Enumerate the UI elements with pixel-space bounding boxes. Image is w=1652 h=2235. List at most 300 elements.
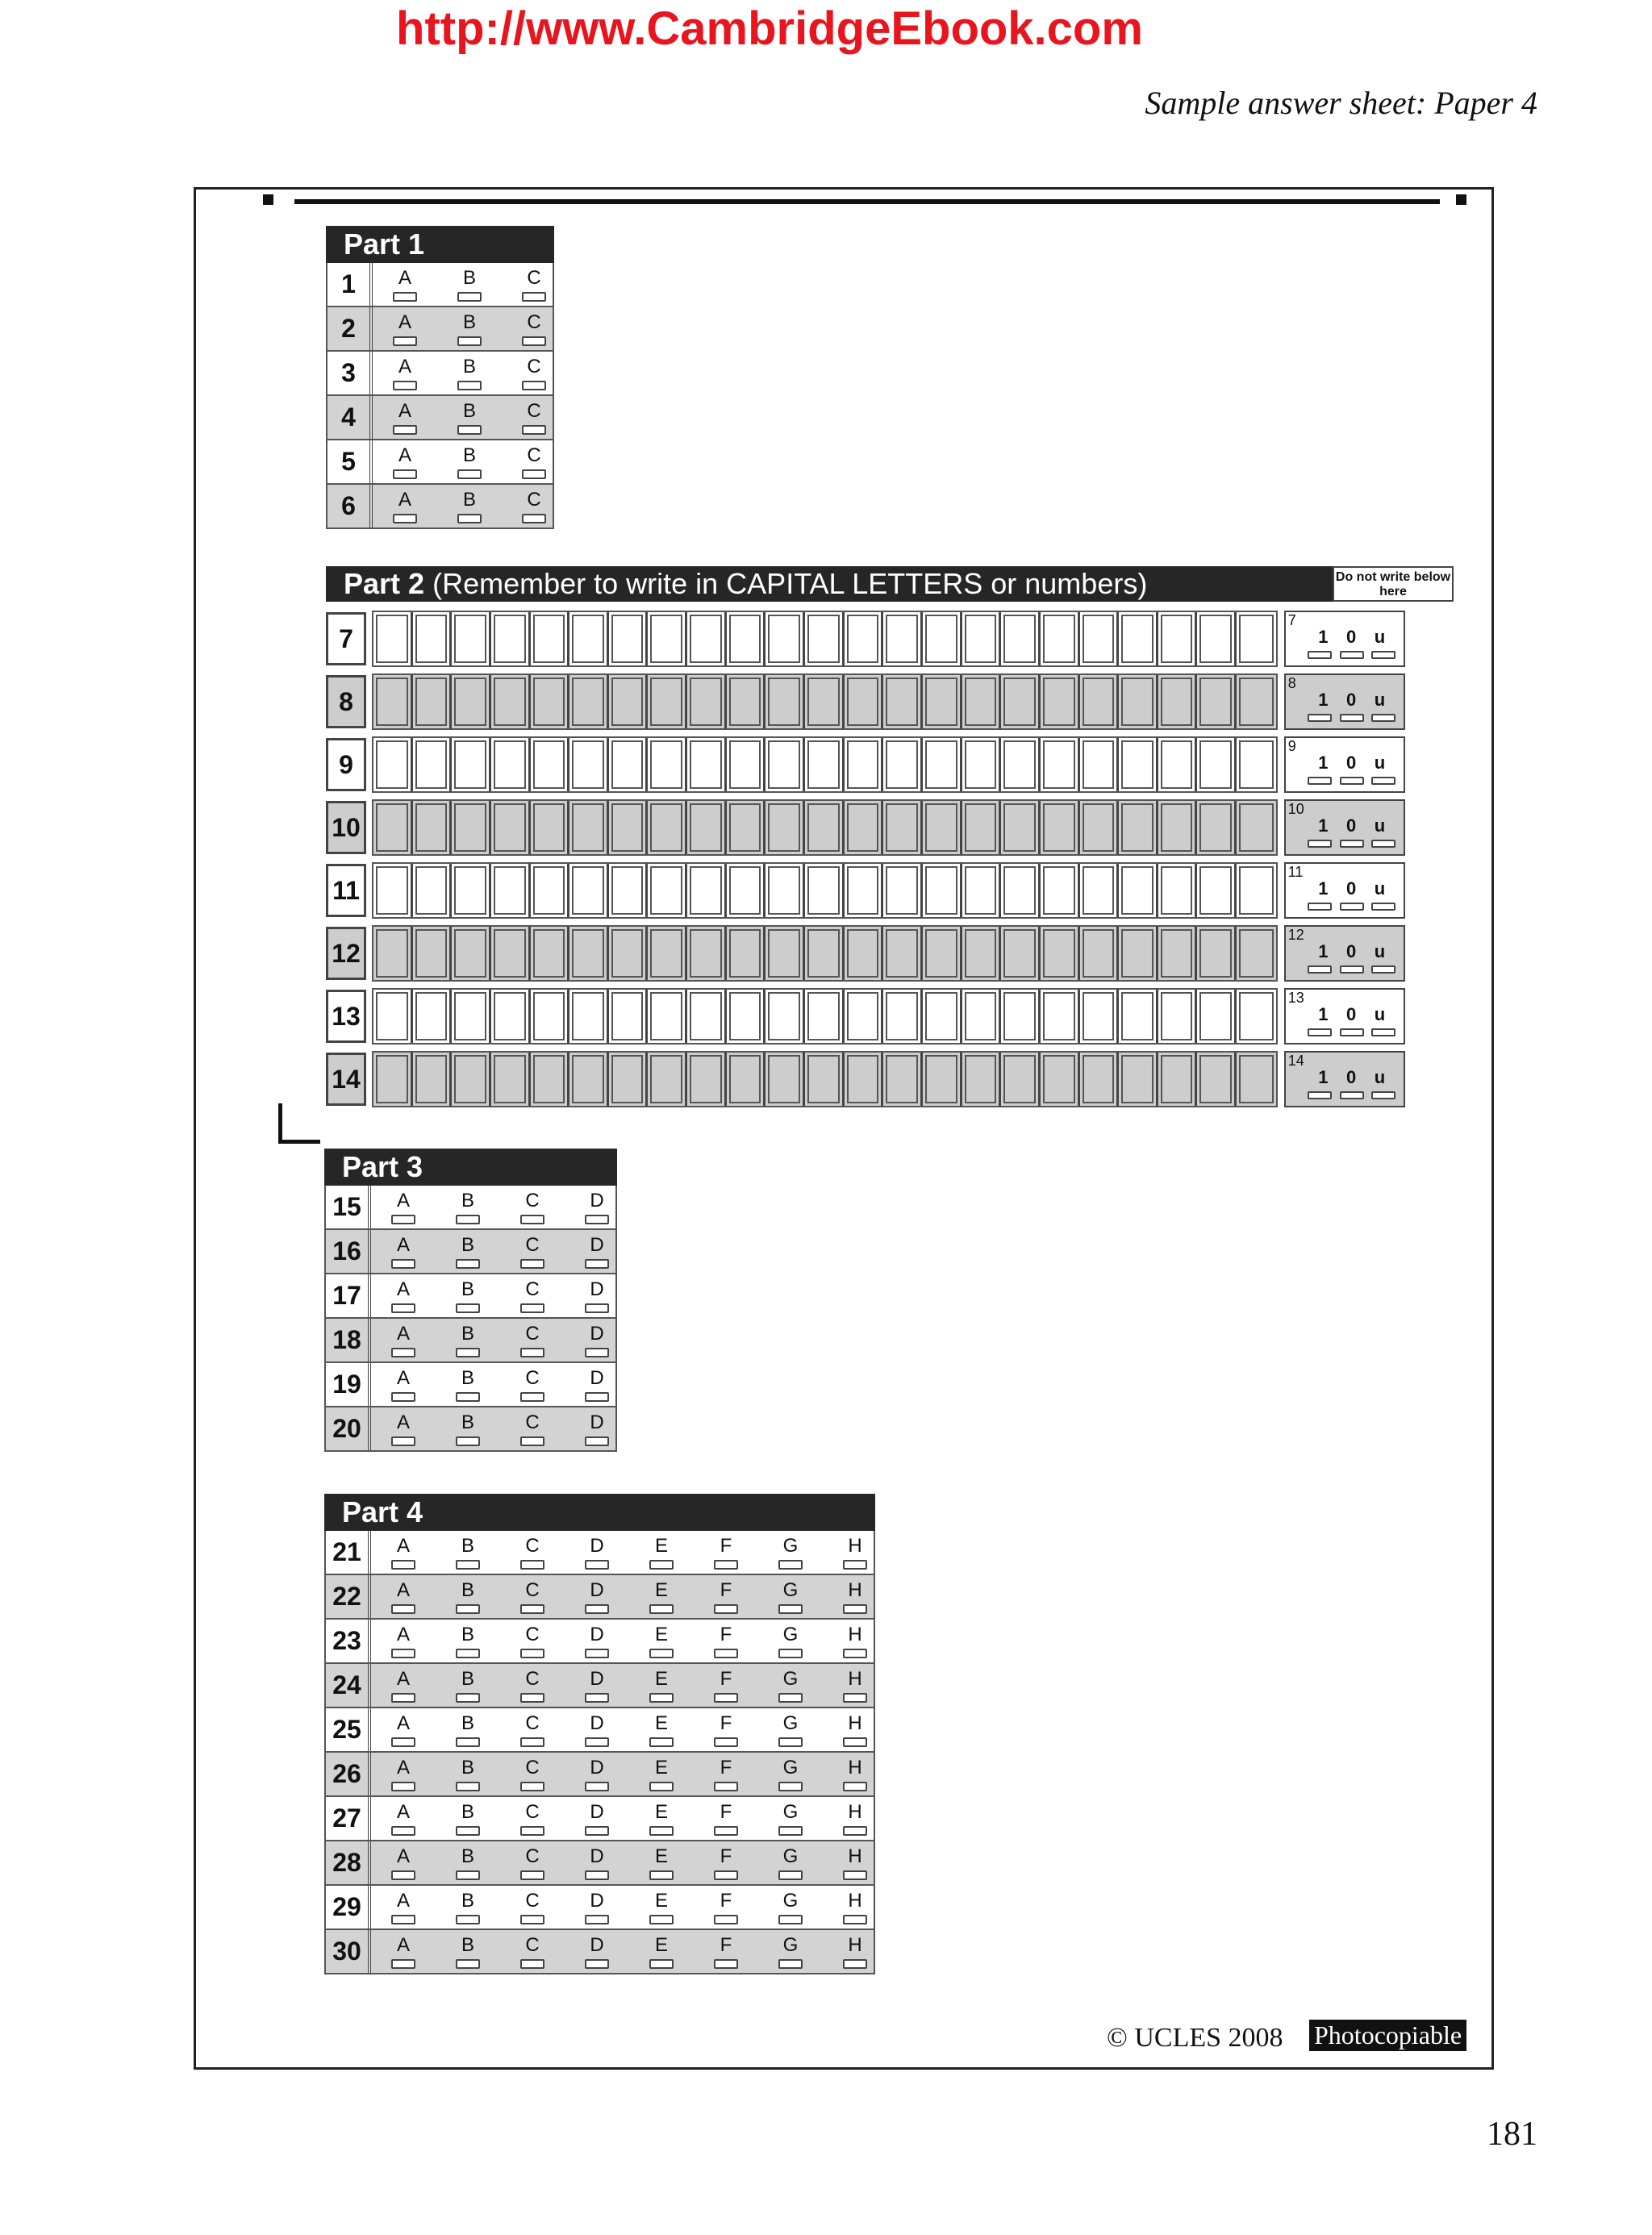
letter-box[interactable] [1080,927,1120,980]
answer-option-e[interactable] [629,1624,694,1658]
letter-box[interactable] [1119,612,1158,665]
letter-box[interactable] [766,612,805,665]
letter-box[interactable] [609,1053,649,1106]
letter-box[interactable] [883,927,923,980]
answer-bubble[interactable] [391,1436,415,1446]
letter-box[interactable] [727,1053,766,1106]
letter-box[interactable] [687,801,727,854]
answer-option-b[interactable] [436,1935,500,1969]
answer-option-d[interactable] [565,1935,629,1969]
answer-option-h[interactable] [823,1935,887,1969]
answer-option-c[interactable] [502,401,566,435]
letter-box[interactable] [1001,801,1041,854]
answer-bubble[interactable] [714,1737,738,1747]
answer-bubble[interactable] [391,1649,415,1658]
answer-bubble[interactable] [391,1782,415,1791]
answer-option-b[interactable] [436,1368,500,1402]
letter-box[interactable] [648,675,687,728]
letter-box[interactable] [1237,927,1276,980]
answer-bubble[interactable] [778,1604,803,1614]
answer-bubble[interactable] [522,514,546,523]
letter-box[interactable] [491,864,531,917]
answer-bubble[interactable] [778,1649,803,1658]
letter-box[interactable] [569,738,609,791]
answer-bubble[interactable] [585,1303,609,1313]
letter-box[interactable] [531,864,570,917]
letter-box[interactable] [491,927,531,980]
letter-box[interactable] [962,801,1002,854]
letter-box[interactable] [1158,864,1198,917]
answer-option-f[interactable] [694,1713,758,1747]
answer-bubble[interactable] [391,1303,415,1313]
letter-box[interactable] [413,801,453,854]
answer-bubble[interactable] [649,1915,674,1924]
letter-box[interactable] [531,675,570,728]
answer-option-a[interactable] [373,357,437,390]
letter-boxes[interactable] [372,611,1278,667]
letter-box[interactable] [1041,738,1080,791]
answer-option-h[interactable] [823,1713,887,1747]
answer-option-b[interactable] [436,1624,500,1658]
answer-option-d[interactable] [565,1846,629,1880]
letter-box[interactable] [1001,927,1041,980]
answer-option-d[interactable] [565,1412,629,1446]
answer-bubble[interactable] [585,1604,609,1614]
answer-bubble[interactable] [649,1737,674,1747]
answer-bubble[interactable] [520,1560,544,1570]
letter-box[interactable] [687,927,727,980]
answer-bubble[interactable] [714,1649,738,1658]
letter-box[interactable] [883,612,923,665]
letter-box[interactable] [491,612,531,665]
answer-bubble[interactable] [456,1215,480,1224]
answer-option-b[interactable] [436,1324,500,1357]
letter-box[interactable] [609,612,649,665]
letter-box[interactable] [491,675,531,728]
letter-box[interactable] [609,801,649,854]
letter-box[interactable] [413,927,453,980]
answer-bubble[interactable] [585,1215,609,1224]
letter-box[interactable] [1158,612,1198,665]
answer-bubble[interactable] [585,1693,609,1703]
answer-option-a[interactable] [373,268,437,302]
answer-bubble[interactable] [520,1693,544,1703]
answer-option-a[interactable] [371,1324,436,1357]
answer-option-g[interactable] [758,1758,823,1791]
answer-option-c[interactable] [500,1624,565,1658]
answer-option-d[interactable] [565,1624,629,1658]
letter-box[interactable] [452,990,491,1043]
answer-option-c[interactable] [500,1324,565,1357]
letter-box[interactable] [373,675,413,728]
answer-bubble[interactable] [520,1303,544,1313]
answer-bubble[interactable] [391,1392,415,1402]
letter-box[interactable] [609,927,649,980]
answer-bubble[interactable] [391,1604,415,1614]
letter-box[interactable] [413,612,453,665]
answer-bubble[interactable] [522,425,546,435]
letter-box[interactable] [569,612,609,665]
letter-box[interactable] [923,675,962,728]
answer-option-a[interactable] [371,1758,436,1791]
letter-box[interactable] [373,612,413,665]
letter-box[interactable] [1237,864,1276,917]
answer-option-a[interactable] [373,401,437,435]
letter-box[interactable] [491,738,531,791]
answer-bubble[interactable] [585,1915,609,1924]
letter-box[interactable] [727,990,766,1043]
answer-option-c[interactable] [500,1190,565,1224]
answer-bubble[interactable] [393,514,417,523]
answer-option-d[interactable] [565,1368,629,1402]
answer-option-e[interactable] [629,1891,694,1924]
letter-box[interactable] [962,612,1002,665]
answer-option-c[interactable] [502,268,566,302]
answer-option-f[interactable] [694,1536,758,1570]
answer-bubble[interactable] [843,1604,867,1614]
answer-bubble[interactable] [585,1737,609,1747]
answer-bubble[interactable] [522,381,546,390]
letter-boxes[interactable] [372,988,1278,1045]
letter-box[interactable] [1237,675,1276,728]
answer-bubble[interactable] [585,1392,609,1402]
letter-box[interactable] [569,1053,609,1106]
letter-box[interactable] [687,990,727,1043]
letter-box[interactable] [1197,1053,1237,1106]
answer-option-c[interactable] [502,357,566,390]
answer-bubble[interactable] [456,1392,480,1402]
letter-box[interactable] [373,927,413,980]
answer-bubble[interactable] [456,1870,480,1880]
letter-box[interactable] [962,864,1002,917]
answer-bubble[interactable] [520,1870,544,1880]
letter-box[interactable] [766,927,805,980]
answer-option-b[interactable] [436,1891,500,1924]
answer-option-a[interactable] [371,1279,436,1313]
letter-box[interactable] [805,801,845,854]
answer-option-h[interactable] [823,1580,887,1614]
answer-option-b[interactable] [437,445,502,479]
letter-box[interactable] [1158,927,1198,980]
answer-option-b[interactable] [436,1802,500,1836]
letter-box[interactable] [491,990,531,1043]
answer-option-d[interactable] [565,1279,629,1313]
answer-bubble[interactable] [585,1870,609,1880]
answer-bubble[interactable] [778,1959,803,1969]
letter-box[interactable] [452,801,491,854]
answer-bubble[interactable] [714,1870,738,1880]
letter-box[interactable] [883,738,923,791]
letter-box[interactable] [766,801,805,854]
answer-bubble[interactable] [456,1737,480,1747]
letter-box[interactable] [1080,801,1120,854]
answer-bubble[interactable] [456,1303,480,1313]
answer-option-b[interactable] [436,1235,500,1269]
answer-bubble[interactable] [520,1649,544,1658]
answer-bubble[interactable] [393,381,417,390]
answer-bubble[interactable] [520,1348,544,1357]
letter-box[interactable] [531,1053,570,1106]
answer-bubble[interactable] [391,1560,415,1570]
answer-option-e[interactable] [629,1846,694,1880]
letter-box[interactable] [1001,738,1041,791]
answer-bubble[interactable] [457,514,482,523]
letter-box[interactable] [1237,738,1276,791]
letter-box[interactable] [883,1053,923,1106]
answer-bubble[interactable] [457,425,482,435]
answer-option-a[interactable] [371,1536,436,1570]
letter-box[interactable] [845,675,884,728]
answer-option-g[interactable] [758,1713,823,1747]
answer-option-d[interactable] [565,1235,629,1269]
letter-box[interactable] [687,864,727,917]
answer-bubble[interactable] [585,1826,609,1836]
answer-option-a[interactable] [371,1412,436,1446]
answer-bubble[interactable] [391,1915,415,1924]
answer-option-g[interactable] [758,1624,823,1658]
answer-option-h[interactable] [823,1624,887,1658]
answer-bubble[interactable] [391,1215,415,1224]
letter-box[interactable] [452,1053,491,1106]
letter-box[interactable] [923,738,962,791]
answer-bubble[interactable] [391,1693,415,1703]
answer-option-b[interactable] [437,312,502,346]
letter-boxes[interactable] [372,673,1278,730]
letter-box[interactable] [1197,801,1237,854]
answer-option-f[interactable] [694,1846,758,1880]
letter-box[interactable] [452,927,491,980]
letter-box[interactable] [1158,801,1198,854]
letter-box[interactable] [648,612,687,665]
answer-option-b[interactable] [437,268,502,302]
answer-option-g[interactable] [758,1580,823,1614]
letter-box[interactable] [883,864,923,917]
answer-option-a[interactable] [373,312,437,346]
letter-box[interactable] [1237,1053,1276,1106]
answer-option-e[interactable] [629,1713,694,1747]
letter-box[interactable] [452,738,491,791]
letter-box[interactable] [531,990,570,1043]
letter-box[interactable] [1041,675,1080,728]
answer-option-b[interactable] [437,401,502,435]
letter-box[interactable] [923,612,962,665]
answer-bubble[interactable] [714,1959,738,1969]
answer-option-c[interactable] [500,1368,565,1402]
answer-option-b[interactable] [436,1669,500,1703]
answer-bubble[interactable] [393,425,417,435]
letter-box[interactable] [923,1053,962,1106]
answer-bubble[interactable] [649,1693,674,1703]
letter-box[interactable] [805,864,845,917]
answer-bubble[interactable] [843,1826,867,1836]
answer-option-h[interactable] [823,1802,887,1836]
answer-option-d[interactable] [565,1891,629,1924]
letter-box[interactable] [1080,1053,1120,1106]
letter-box[interactable] [1237,612,1276,665]
answer-option-g[interactable] [758,1935,823,1969]
answer-bubble[interactable] [522,292,546,302]
answer-bubble[interactable] [649,1560,674,1570]
answer-option-a[interactable] [371,1368,436,1402]
letter-boxes[interactable] [372,862,1278,919]
letter-box[interactable] [1197,738,1237,791]
letter-box[interactable] [1041,1053,1080,1106]
answer-option-a[interactable] [371,1235,436,1269]
answer-option-b[interactable] [436,1536,500,1570]
letter-box[interactable] [1001,612,1041,665]
letter-box[interactable] [1158,990,1198,1043]
answer-bubble[interactable] [393,292,417,302]
answer-bubble[interactable] [456,1649,480,1658]
letter-boxes[interactable] [372,1051,1278,1107]
letter-box[interactable] [648,1053,687,1106]
answer-bubble[interactable] [522,336,546,346]
answer-bubble[interactable] [457,336,482,346]
answer-option-a[interactable] [371,1713,436,1747]
answer-bubble[interactable] [714,1604,738,1614]
answer-option-c[interactable] [500,1235,565,1269]
letter-box[interactable] [1080,864,1120,917]
letter-box[interactable] [883,675,923,728]
letter-box[interactable] [452,612,491,665]
answer-option-f[interactable] [694,1624,758,1658]
letter-box[interactable] [962,927,1002,980]
answer-option-f[interactable] [694,1935,758,1969]
answer-bubble[interactable] [520,1436,544,1446]
answer-option-g[interactable] [758,1891,823,1924]
letter-box[interactable] [569,801,609,854]
answer-bubble[interactable] [778,1693,803,1703]
answer-bubble[interactable] [649,1782,674,1791]
answer-option-d[interactable] [565,1758,629,1791]
answer-bubble[interactable] [714,1915,738,1924]
answer-bubble[interactable] [843,1870,867,1880]
answer-option-a[interactable] [371,1802,436,1836]
letter-box[interactable] [845,1053,884,1106]
letter-box[interactable] [1119,675,1158,728]
answer-bubble[interactable] [456,1436,480,1446]
answer-bubble[interactable] [391,1737,415,1747]
answer-bubble[interactable] [391,1959,415,1969]
answer-bubble[interactable] [843,1915,867,1924]
letter-box[interactable] [413,990,453,1043]
answer-option-b[interactable] [436,1580,500,1614]
answer-bubble[interactable] [778,1782,803,1791]
answer-option-e[interactable] [629,1935,694,1969]
answer-option-c[interactable] [500,1846,565,1880]
letter-box[interactable] [648,990,687,1043]
answer-option-a[interactable] [373,445,437,479]
letter-box[interactable] [531,927,570,980]
letter-box[interactable] [413,864,453,917]
letter-box[interactable] [845,612,884,665]
answer-bubble[interactable] [457,381,482,390]
letter-box[interactable] [531,612,570,665]
letter-box[interactable] [531,801,570,854]
letter-box[interactable] [1001,990,1041,1043]
letter-box[interactable] [569,927,609,980]
answer-bubble[interactable] [520,1826,544,1836]
letter-box[interactable] [727,675,766,728]
letter-box[interactable] [1197,927,1237,980]
letter-box[interactable] [1001,864,1041,917]
letter-box[interactable] [373,864,413,917]
letter-box[interactable] [845,990,884,1043]
letter-box[interactable] [1158,675,1198,728]
letter-box[interactable] [687,675,727,728]
letter-box[interactable] [569,990,609,1043]
letter-box[interactable] [923,990,962,1043]
letter-box[interactable] [491,1053,531,1106]
answer-option-c[interactable] [502,312,566,346]
answer-option-a[interactable] [371,1624,436,1658]
letter-boxes[interactable] [372,799,1278,856]
answer-option-c[interactable] [500,1412,565,1446]
letter-box[interactable] [766,990,805,1043]
answer-option-c[interactable] [500,1758,565,1791]
letter-box[interactable] [805,675,845,728]
answer-option-e[interactable] [629,1802,694,1836]
answer-bubble[interactable] [585,1560,609,1570]
letter-box[interactable] [413,738,453,791]
letter-box[interactable] [883,801,923,854]
answer-option-c[interactable] [502,490,566,523]
letter-box[interactable] [766,738,805,791]
answer-option-f[interactable] [694,1891,758,1924]
letter-box[interactable] [609,990,649,1043]
answer-option-d[interactable] [565,1669,629,1703]
answer-option-a[interactable] [371,1190,436,1224]
letter-box[interactable] [1041,990,1080,1043]
letter-box[interactable] [923,801,962,854]
answer-bubble[interactable] [649,1649,674,1658]
answer-option-c[interactable] [500,1713,565,1747]
letter-box[interactable] [373,1053,413,1106]
letter-box[interactable] [1119,1053,1158,1106]
answer-bubble[interactable] [843,1560,867,1570]
letter-box[interactable] [845,738,884,791]
letter-box[interactable] [609,675,649,728]
letter-box[interactable] [1197,612,1237,665]
letter-box[interactable] [962,1053,1002,1106]
letter-box[interactable] [1119,864,1158,917]
letter-box[interactable] [1001,1053,1041,1106]
letter-box[interactable] [727,927,766,980]
answer-option-b[interactable] [436,1190,500,1224]
letter-box[interactable] [805,927,845,980]
letter-box[interactable] [569,864,609,917]
answer-bubble[interactable] [456,1560,480,1570]
answer-bubble[interactable] [585,1259,609,1269]
letter-box[interactable] [805,990,845,1043]
letter-box[interactable] [648,738,687,791]
answer-option-c[interactable] [502,445,566,479]
letter-box[interactable] [805,612,845,665]
letter-box[interactable] [687,1053,727,1106]
letter-box[interactable] [1197,675,1237,728]
answer-bubble[interactable] [391,1826,415,1836]
letter-box[interactable] [609,864,649,917]
letter-box[interactable] [1158,738,1198,791]
letter-box[interactable] [1237,801,1276,854]
answer-option-g[interactable] [758,1802,823,1836]
letter-box[interactable] [687,612,727,665]
letter-box[interactable] [1119,927,1158,980]
letter-box[interactable] [373,990,413,1043]
answer-bubble[interactable] [456,1782,480,1791]
letter-box[interactable] [845,864,884,917]
answer-bubble[interactable] [520,1737,544,1747]
